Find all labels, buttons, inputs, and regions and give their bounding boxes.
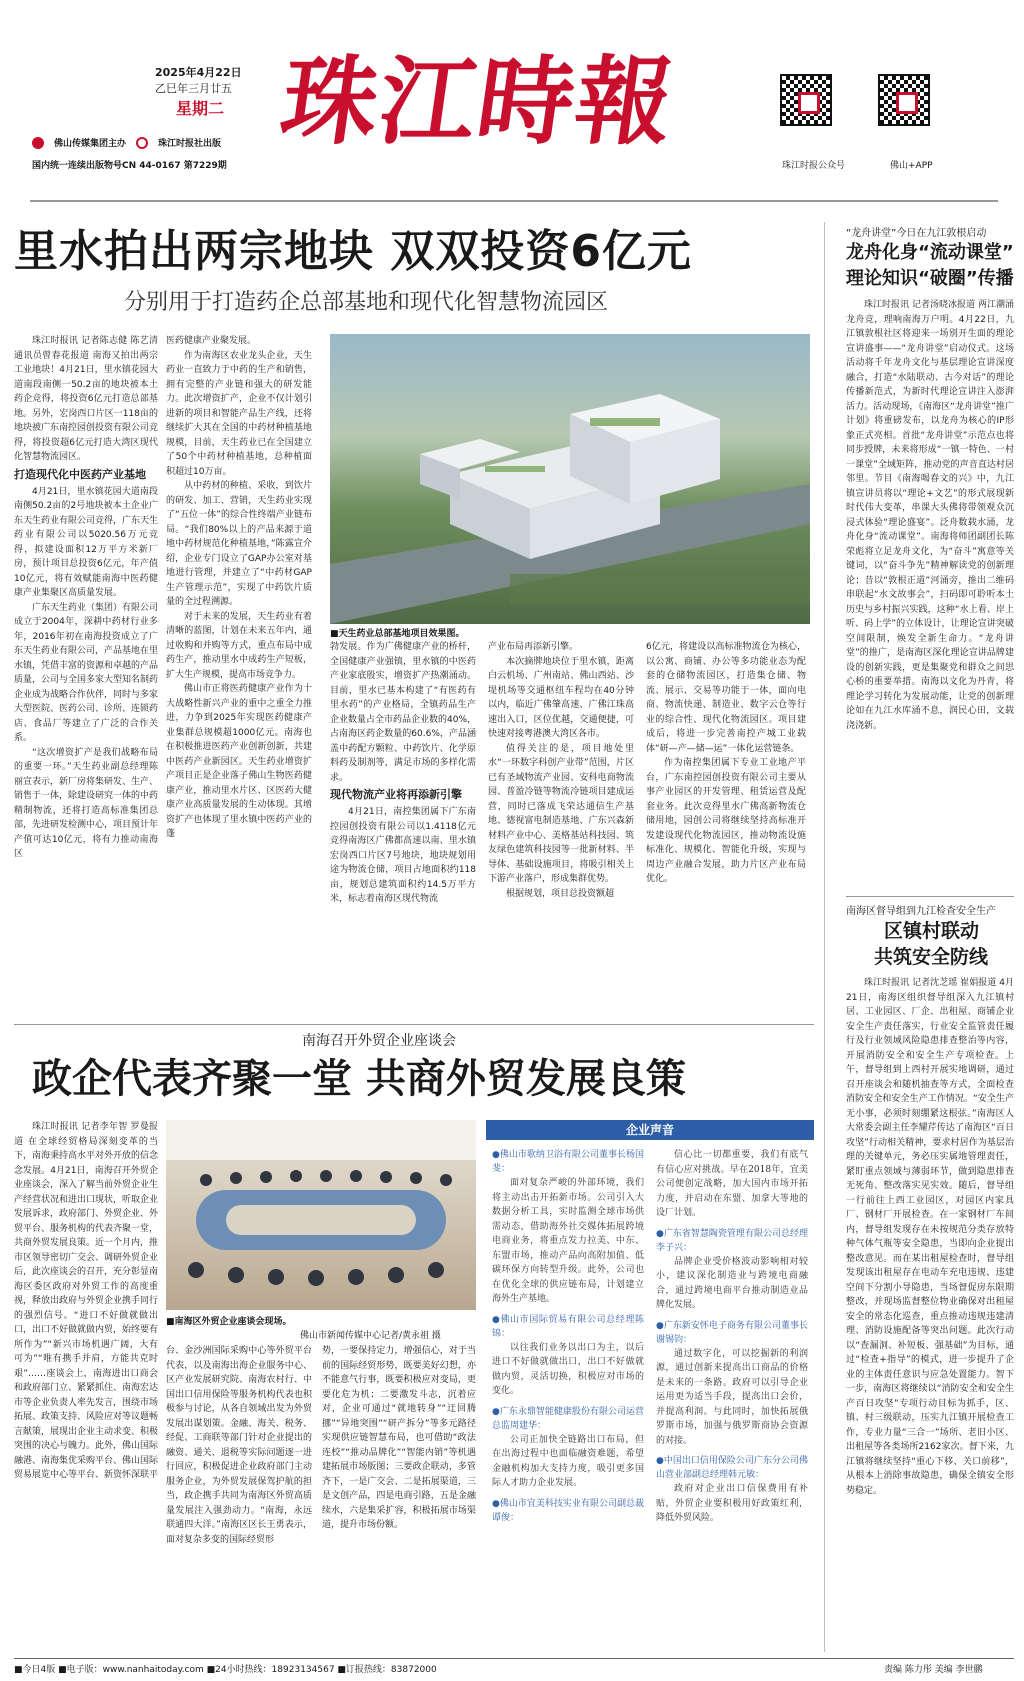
issue-date: 2025年4月22日 <box>155 66 242 79</box>
voice-speaker: ●广东省智慧陶瓷管理有限公司总经理李子兴： <box>656 1228 808 1253</box>
lead-paragraph: “这次增资扩产是我们战略布局的重要一环。”天生药业副总经理陈丽宣表示，新厂房将集研发、生产、销售于一体，除建设研究一体的中药精制物流，还将打造高标准集团总部，先进研发检测中心，项目预计年产值可达10亿元，将有力推动南海区 <box>14 747 158 859</box>
publisher-logo-icon <box>136 137 148 149</box>
lead-column-3 <box>330 640 476 1020</box>
second-paragraph: 珠江时报讯 记者李年智 罗曼报道 在全球经贸格局深刻变革的当下，南海秉持高水平对外开放的信念念发展。4月21日，南海召开外贸企业座谈会，深入了解当前外贸企业生产经营状况和进出口现状，听取企业发展诉求，政府部门、外贸企业、外贸平台、服务机构的代表齐聚一堂，共商外贸发展良策。近一个月内，推市区领导密切广交会、调研外贸企业后，此次座谈会的召开，充分彰显南海区委区政府对外贸工作的高度重视，释放出政府与外贸企业携手同行的强烈信号。“进口不好做就做出口，出口不好做就做内贸，始终要有所作为”“新兴市场机遇广阔，大有可为”“唯有携手并肩，方能共克时艰”……座谈会上，南海进出口商会和政府部门立、紧紧抓住、南海宏达市等企业负责人率先发言，围绕市场拓展、政策支持、风险应对等议题畅言献策，展现出企业主动求变、积极突围的决心与魄力。此外，佛山国际融港、南海集优采购平台、佛山国际贸易展览中心等平台、新资怀深联平 <box>14 1122 158 1480</box>
lead-photo <box>330 334 810 624</box>
lead-headline: 里水拍出两宗地块 双双投资6亿元 <box>14 226 692 277</box>
sidebar-headline: 区镇村联动 <box>884 920 980 942</box>
qr-code-icon <box>780 74 832 126</box>
sidebar-kicker: 南海区督导组到九江检查安全生产 <box>846 906 996 917</box>
sidebar-kicker: “龙舟讲堂”今日在九江敦根启动 <box>846 228 987 239</box>
rendering-illustration <box>330 334 810 624</box>
lunar-date: 乙巳年三月廿五 <box>155 82 232 95</box>
second-column-1 <box>14 1120 158 1650</box>
sidebar-body <box>846 976 1014 1652</box>
voice-quote: 以往我们业务以出口为主，以后进口不好做就做出口，出口不好做就做内贸，灵活切换，积极应对市场的变化。 <box>492 1342 644 1396</box>
lead-subhead: 分别用于打造药企总部基地和现代化智慧物流园区 <box>124 290 609 315</box>
lead-paragraph: 4月21日，里水镇花园大道南段南侧50.2亩的2号地块被本土企业广东天生药业有限公司竞得，广东天生药业有限公司以5020.56万元竞得，拟建设面积12万平方米新厂房，预计项目总投资6亿元，年产值10亿元，将有效赋能南海中医药健康产业集聚区高质量发展。 <box>14 486 158 598</box>
second-column-3 <box>322 1344 476 1650</box>
lead-paragraph: 从中药材的种植、采收，到饮片的研发、加工、营销，天生药业实现了“五位一体”的综合性终端产业链布局。“我们80%以上的产品来源于道地中药材规范化种植基地，”陈露宣介绍，企业专门设立了GAP办公室对基地进行管理，并建立了“中药材GAP生产管理示范”，实现了中药饮片质量的全过程溯源。 <box>166 481 312 607</box>
qr-code-icon <box>878 74 930 126</box>
lead-paragraph: 对于未来的发展，天生药业有着清晰的蓝图，计划在未来五年内，通过收购和并购等方式，重点布局中成药生产，推动里水中成药生产短板，扩大生产规模，提高市场竞争力。 <box>166 611 312 680</box>
voices-column-right <box>656 1148 808 1648</box>
lead-column-5 <box>646 640 806 1020</box>
weekday: 星期二 <box>176 99 225 118</box>
masthead <box>0 0 1024 195</box>
voice-speaker: ●佛山市宜美科技实业有限公司副总裁谭俊： <box>492 1498 644 1523</box>
sidebar-rule <box>846 896 1014 897</box>
meeting-photo <box>166 1120 476 1310</box>
voice-quote: 通过数字化，可以挖掘新的利润源，通过创新来提高出口商品的价格是未来的一条路。政府可以引导企业运用更为适当手段，提高出口会价，并提高利润。与此同时，加快拓展俄罗斯市场，加强与俄罗斯商协会资源的对接。 <box>656 1348 808 1446</box>
voice-speaker: ●中国出口信用保险公司广东分公司佛山营业部副总经理韩元敏： <box>656 1456 808 1480</box>
section-rule <box>14 1024 814 1025</box>
lead-paragraph: 产业布局再添新引擎。 <box>488 642 579 652</box>
lead-paragraph: 珠江时报讯 记者陈志健 陈艺清 通讯员曾春花报道 南海又拍出两宗工业地块！4月21日，里水镇花园大道南段南侧一50.2亩的地块被本土药企竞得，将投资6亿元打造总部基地。另外，宏岗西口片区一118亩的地块被广东南控园创投资有限公司竞得，将投资超6亿元打造大湾区现代化智慧物流园区。 <box>14 336 158 462</box>
footer-info: ■今日4版 ■电子版：www.nanhaitoday.com ■24小时热线：18923134567 ■订报热线：83872000 <box>14 1665 437 1675</box>
lead-column-2 <box>166 334 312 1018</box>
second-headline: 政企代表齐聚一堂 共商外贸发展良策 <box>32 1056 686 1102</box>
lead-paragraph: 值得关注的是，项目地处里水“一环数字科创产业带”范围，片区已有圣域物流产业园、安科电商物流园、普盈冷链等物流冷链项目建成运营，同时已落成飞荣达通信生产基地、德视富电制造基地、广东兴森新材料产业中心、美格基站科技园、筑友绿色建筑科技园等一批新材料、半导体、基础设施项目，将吸引相关上下游产业落户，形成集群优势。 <box>488 743 634 884</box>
voice-speaker: ●佛山市国际贸易有限公司总经理陈锦： <box>492 1314 644 1339</box>
lead-paragraph: 勃发展。作为广佛健康产业的桥杆，全国健康产业强镇，里水镇的中医药产业家底殷实，增资扩产热潮涌动。目前，里水已基本构建了“有医药有里水药”的产业格局，全镇药品生产企业数量占全市药品企业数的40%，占南海区药企数量的60.6%，产品涵盖中药配方颗粒、中药饮片、化学原料药及制剂等，满足市场的多样化需求。 <box>330 642 476 783</box>
voice-quote: 信心比一切都重要，我们有底气有信心应对挑战。早在2018年，宜美公司便创定战略，加大国内市场开拓力度，并启动在东盟、加拿大等地的设厂计划。 <box>656 1150 808 1218</box>
masthead-rule <box>30 200 998 202</box>
sidebar-headline: 龙舟化身“流动课堂” <box>846 242 1014 263</box>
enterprise-voices-header: 企业声音 <box>486 1120 814 1140</box>
sidebar-body <box>846 298 1014 888</box>
sponsor-publisher: 珠江时报社出版 <box>158 139 222 149</box>
sponsor-logo-icon <box>32 137 44 149</box>
second-kicker: 南海召开外贸企业座谈会 <box>302 1033 456 1049</box>
lead-column-4 <box>488 640 634 1020</box>
meeting-photo-caption: ■南海区外贸企业座谈会现场。 <box>166 1317 292 1327</box>
voice-speaker: ●广东永鼎智能健康股份有限公司运营总监周建华： <box>492 1406 644 1431</box>
sidebar-headline: 理论知识“破圈”传播 <box>846 268 1014 289</box>
sponsor-row <box>32 136 221 149</box>
lead-photo-caption: ■天生药业总部基地项目效果图。 <box>330 629 465 639</box>
lead-paragraph: 医药健康产业聚发展。 <box>166 336 257 346</box>
sponsor-organizer: 佛山传媒集团主办 <box>54 139 127 149</box>
meeting-photo-credit: 佛山市新闻传媒中心记者/黄永祖 摄 <box>300 1331 441 1341</box>
second-paragraph: 台、金沙洲国际采购中心等外贸平台代表，以及南海出海企业服务中心、区产业发展研究院、南海农村行、中国出口信用保险等服务机构代表也积极参与讨论，从各自领域出发为外贸发展出谋划策。金融、海关、税务、经促、工商联等部门针对企业提出的融资、通关、退税等实际问题逐一进行回应，积极促进企业政府部门主动服务企业，为外贸发展保驾护航的担当，政企携手共同为南海区外贸高质量发展注入强劲动力。“南海，永远联通四大洋。”南海区区长王勇表示，面对复杂多变的国际经贸形 <box>166 1346 312 1545</box>
voice-quote: 公司正加快全链路出口布局，但在出海过程中也面临融资难题，希望金融机构加大支持力度，吸引更多国际人才助力企业发展。 <box>492 1434 644 1488</box>
voice-speaker: ●广东新安怀电子商务有限公司董事长谢锡钧： <box>656 1320 808 1345</box>
footer-editors: 责编 陈力彤 美编 李世鹏 <box>884 1665 983 1675</box>
column-divider <box>824 222 825 1652</box>
lead-paragraph: 4月21日，南控集团属下广东南控园创投资有限公司以1.4118亿元竞得南海区广佛都高速以南、里水镇宏岗西口片区7号地块，地块规划用途为物流仓储，项目占地面积约118亩，规划总建筑面积约14.5万平方米，标志着南海区现代物流 <box>330 807 476 904</box>
cn-number: 国内统一连续出版物号CN 44-0167 第7229期 <box>32 161 227 171</box>
qr1-label: 珠江时报公众号 <box>782 161 846 171</box>
second-paragraph: 势，一要保持定力，增强信心，对于当前的国际经贸形势，既要美好幻想，亦不能意气行事，既要积极应对变局，更要化危为机；二要激发斗志，沉着应对，企业可通过“就地转身”“迂回腾挪”“异地突围”“研产拆分”等多元路径实现供应链智慧布局，也可借助“政法连校”“推动品牌化”“智能内销”等机遇建拓展市场版图；三要政企联动，多管齐下，一是广交会、二是拓展渠道，三是文创产品，四是电商引路，五是金融续水，六是集采扩容，积极拓展市场渠道，提升市场份额。 <box>322 1346 476 1530</box>
meeting-illustration <box>166 1120 476 1310</box>
voice-quote: 政府对企业出口信保费用有补贴，外贸企业要积极用好政策红利，降低外贸风险。 <box>656 1484 808 1523</box>
lead-paragraph: 广东天生药业（集团）有限公司成立于2004年，深耕中药材行业多年，2016年初在南海投资成立了广东天生药业有限公司，产品基地在里水镇，凭借丰富的资源和卓越的产品质量，公司与全国多家大型知名制药企业成为战略合作伙伴，同时与多家大型医院、医药公司、诊所、连锁药店、食品厂等建立了广泛的合作关系。 <box>14 602 158 743</box>
voices-column-left <box>492 1148 644 1648</box>
footer-rule <box>14 1658 1014 1659</box>
lead-paragraph: 作为南海区农业龙头企业，天生药业一直致力于中药的生产和销售，拥有完整的产业链和强大的研发能力。此次增资扩产，企业不仅计划引进新的项目和智能产品生产线，还将继续扩大其在全国的中药材种植基地规模，目前，天生药业已在全国建立了50个中药材种植基地，总种植面积超过10万亩。 <box>166 350 312 477</box>
voice-speaker: ●佛山市歌纳卫浴有限公司董事长杨国斐： <box>492 1150 644 1174</box>
lead-paragraph: 佛山市正将医药健康产业作为十大战略性新兴产业的重中之重全力推进，力争到2025年实现医药健康产业集群总规模超1000亿元。南海也在积极推进医药产业创新创新，共建中医药产业新园区。天生药业增资扩产项目正是企业落子佛山生物医药健康产业，推动里水片区、区医药大健康产业高质量发展的生动体现。其增资扩产也体现了里水镇中医药产业的蓬 <box>166 684 312 839</box>
lead-paragraph: 根据规划，项目总投资额超 <box>506 888 615 899</box>
second-column-2 <box>166 1344 312 1650</box>
lead-column-1 <box>14 334 158 1018</box>
newspaper-title: 珠江時報 <box>274 45 683 158</box>
voice-quote: 面对复杂严峻的外部环境，我们将主动出击开拓新市场。公司引入大数据分析工具，实时监测全球市场供需动态，借助海外社交媒体拓展跨境电商业务，将重点发力拉美、中东、东盟市场，推动产品向高附加值、低碳环保方向转型升级。此外，公司也在优化全球的供应链布局，计划建立海外生产基地。 <box>492 1178 644 1304</box>
lead-section-heading: 现代物流产业将再添新引擎 <box>330 788 462 801</box>
lead-paragraph: 本次摘牌地块位于里水镇，距离白云机场、广州南站、佛山西站、沙堤机场等交通枢纽车程均在40分钟以内，临近广佛肇高速、广佛江珠高速出入口，区位优越，交通便捷，可快速对接粤港澳大湾区各市。 <box>488 656 634 739</box>
qr2-label: 佛山+APP <box>890 161 933 171</box>
voice-quote: 品牌企业受价格波动影响相对较小，建议深化制造业与跨境电商融合，通过跨境电商平台推动制造业品牌化发展。 <box>656 1256 808 1310</box>
sidebar-paragraph: 珠江时报讯 记者汤晓冰报道 两江潮涌龙舟竞，理响南海万户明。4月22日，九江镇敦根社区将迎来一场别开生面的理论宣讲盛事——“龙舟讲堂”启动仪式。这场活动将千年龙舟文化与基层理论宣讲深度融合，打造“水陆联动、古今对话”的理论传播新范式，为新时代理论宣讲注入澎湃活力。活动现场，《南海区“龙舟讲堂”推广计划》将重磅发布，以龙舟为核心的IP形象正式亮相。首批“龙舟讲堂”示范点也将同步授牌，未来将形成“一镇一特色、一村一课堂”全域矩阵，推动党的声音直达村居邻里。节目《南海喝春文的兴》中，九江镇宣讲员将以“理论+文艺”的形式展现新时代伟大变革，串课大头佛将带领观众沉浸式体验“理论盛宴”。泛舟数载水涌，龙舟化身“流动课堂”。南海将师团副团长陈荣彪将立足龙舟文化，为“奋斗”寓意等关键词，以“奋斗争先”精神解读党的创新理论；昔以“敦根正道”河涌旁，推出二维码串联起“水文故事会”，扫码即可聆听本土历史与乡村振兴实践，这种“水上看、岸上听、码上学”的立体设计，让理论宣讲突破空间限制，焕发全新生命力。“龙舟讲堂”的推广，是南海区深化理论宣讲品牌建设的创新实践，更是集聚党和群众之间思心桥的重要举措。南海以文化为丹青，将理论学习转化为发展动能，让党的创新理论如在九江水库涌不息，润民心田，文载浇浇新。 <box>846 300 1014 731</box>
lead-section-heading: 打造现代化中医药产业基地 <box>14 467 146 481</box>
sidebar-headline: 共筑安全防线 <box>874 946 989 968</box>
sidebar-paragraph: 珠江时报讯 记者沈芝瑶 崔娟报道 4月21日，南海区组织督导组深入九江镇村居、工业园区、厂企、出租屋、商铺企业安全生产责任落实，行业安全监管责任履行及行业领域风险隐患排查整治等内容，开展消防安全和安全生产专项检查。上午，督导组到上西村开展实地调研，通过召开座谈会和随机抽查等方式，全面检查消防安全和安全生产工作情况。“安全生产无小事，必须时刻绷紧这根弦。”南海区人大常委会副主任李耀芹传达了南海区“百日攻坚”行动相关精神，要求村居作为基层治理的关键单元，务必压实属地管理责任，紧盯重点领域与薄弱环节，做到隐患排查无死角、整改落实见实效。随后，督导组一行前往上西工业园区，对园区内家具厂、钢材厂开展检查。在一家钢材厂车间内，督导组发现存在未按规范分类存放特种气体气瓶等安全隐患，当即向企业提出整改意见。而在某出租屋检查时，督导组发现该出租屋存在电动车充电违规、违建空间下分割小导隐患，当场督促房东限期整改，并现场监督整位物业确保对出租屋安全的常态化巡查，重点推动违规违建清理、消防设施配备等突出问题。此次行动以“查漏洞、补短板、强基础”为目标，通过“检查+指导”的模式，进一步提升了企业的主体责任意识与应急处置能力。智下一步，南海区将继续以“消防安全和安全生产百日攻坚”专项行动目标为抓手，区、镇、村三级联动，压实九江镇开展检查工作，专业力量“三合一”场所、老旧小区、出租屋等各类场所2162家次。督下来，九江镇将继续坚持“重心下移、关口前移”，从根本上消除事故隐患，确保全镇安全形势稳定。 <box>846 978 1014 1496</box>
lead-paragraph: 作为南控集团属下专业工业地产平台，广东南控园创投资有限公司主要从事产业园区的开发管理、租赁运营及配套业务。此次竞得里水广佛高新物流仓储用地，园创公司将继续坚持高标准开发建设现代化物流园区，推动物流设施标准化、规模化、智能化升级，实现与周边产业融合发展，助力片区产业布局优化。 <box>646 758 806 884</box>
enterprise-voices-box <box>486 1120 814 1650</box>
lead-paragraph: 6亿元，将建设以高标准物流仓为核心，以公寓、商铺、办公等多功能业态为配套的仓储物流园区，打造集仓储、物流、展示、交易等功能于一体，面向电商、物流快递、制造业、数字云仓等行业的综合性、现代化物流园区。项目建成后，将进一步完善南控产城工业载体“研—产—储—运”一体化运营链条。 <box>646 642 806 754</box>
